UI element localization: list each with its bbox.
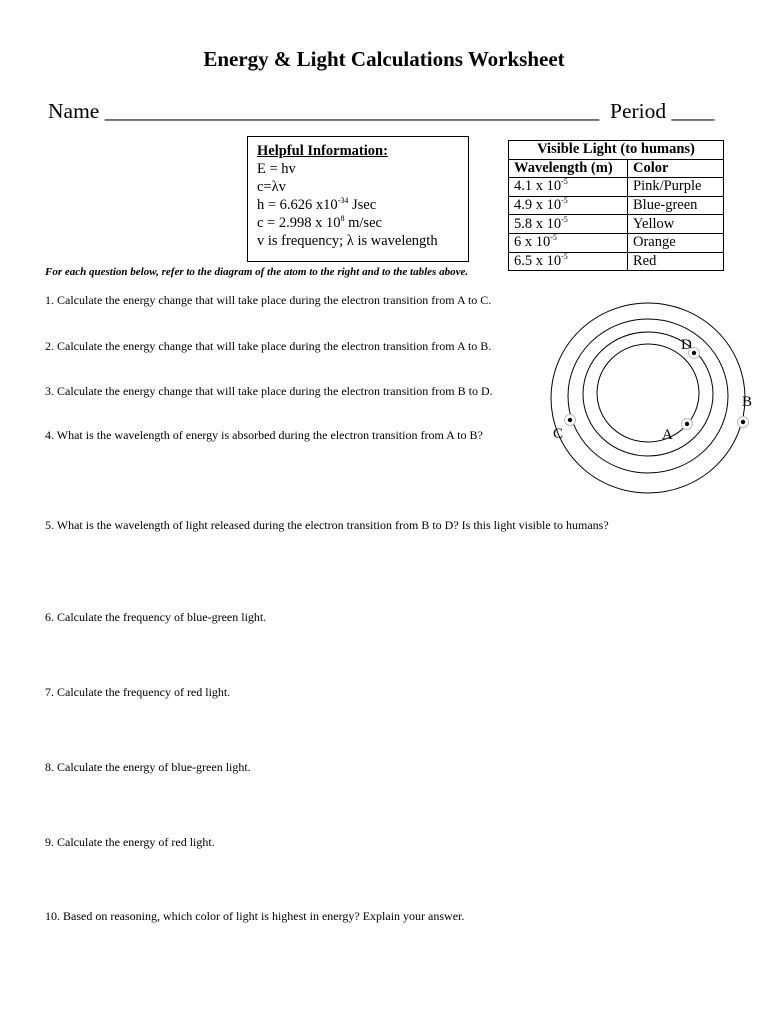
question-9: 9. Calculate the energy of red light. [45,835,215,849]
label-b: B [742,394,753,410]
electron-d [692,351,696,355]
label-a: A [662,427,673,443]
table-row [509,252,724,271]
helpful-heading: Helpful Information: [257,143,388,159]
label-c: C [553,426,564,442]
atom-diagram [545,300,755,500]
page-title: Energy & Light Calculations Worksheet [203,47,565,71]
symbol-legend: v is frequency; λ is wavelength [257,233,438,249]
instructions: For each question below, refer to the diagram of the atom to the right and to the tables above. [45,266,469,278]
visible-light-table [508,140,724,271]
question-3: 3. Calculate the energy change that will take place during the electron transition from B to D. [45,384,493,398]
question-6: 6. Calculate the frequency of blue-green light. [45,610,267,624]
orbit-3 [568,319,728,473]
question-10: 10. Based on reasoning, which color of light is highest in energy? Explain your answer. [45,909,465,923]
energy-formula: E = hv [257,161,296,177]
color-cell: Red [628,252,724,271]
electron-b [741,420,745,424]
color-cell: Yellow [628,215,724,234]
wavelength-cell: 6.5 x $10^{-5}$ [509,252,628,271]
column-header-color: Color [628,159,724,178]
table-row [509,178,724,197]
planck-constant: h = 6.626 $x10^{-34}$ Jsec [257,196,377,213]
table-row [509,196,724,215]
speed-of-light: c = 2.998 x $10^8$ m/sec [257,214,382,231]
table-caption: Visible Light (to humans) [509,141,724,160]
wavelength-cell: 5.8 x $10^{-5}$ [509,215,628,234]
wavelength-cell: 4.1 x $10^{-5}$ [509,178,628,197]
question-2: 2. Calculate the energy change that will take place during the electron transition from A to B. [45,339,492,353]
question-4: 4. What is the wavelength of energy is absorbed during the electron transition from A to B? [45,428,483,442]
label-d: D [681,337,692,353]
question-7: 7. Calculate the frequency of red light. [45,685,231,699]
speed-formula: c=λv [257,179,286,195]
table-row [509,215,724,234]
name-field[interactable]: Name ______________________________________________ [48,99,600,123]
question-1: 1. Calculate the energy change that will take place during the electron transition from A to C. [45,293,492,307]
color-cell: Blue-green [628,196,724,215]
table-row [509,233,724,252]
question-5: 5. What is the wavelength of light released during the electron transition from B to D? Is this light visible to humans? [45,518,609,532]
color-cell: Pink/Purple [628,178,724,197]
column-header-wavelength: Wavelength (m) [509,159,628,178]
question-8: 8. Calculate the energy of blue-green light. [45,760,251,774]
wavelength-cell: 6 x $10^{-5}$ [509,233,628,252]
electron-c [568,418,572,422]
wavelength-cell: 4.9 x $10^{-5}$ [509,196,628,215]
color-cell: Orange [628,233,724,252]
helpful-information-box [247,136,469,262]
period-field[interactable]: Period ____ [610,99,715,123]
electron-a [685,422,689,426]
